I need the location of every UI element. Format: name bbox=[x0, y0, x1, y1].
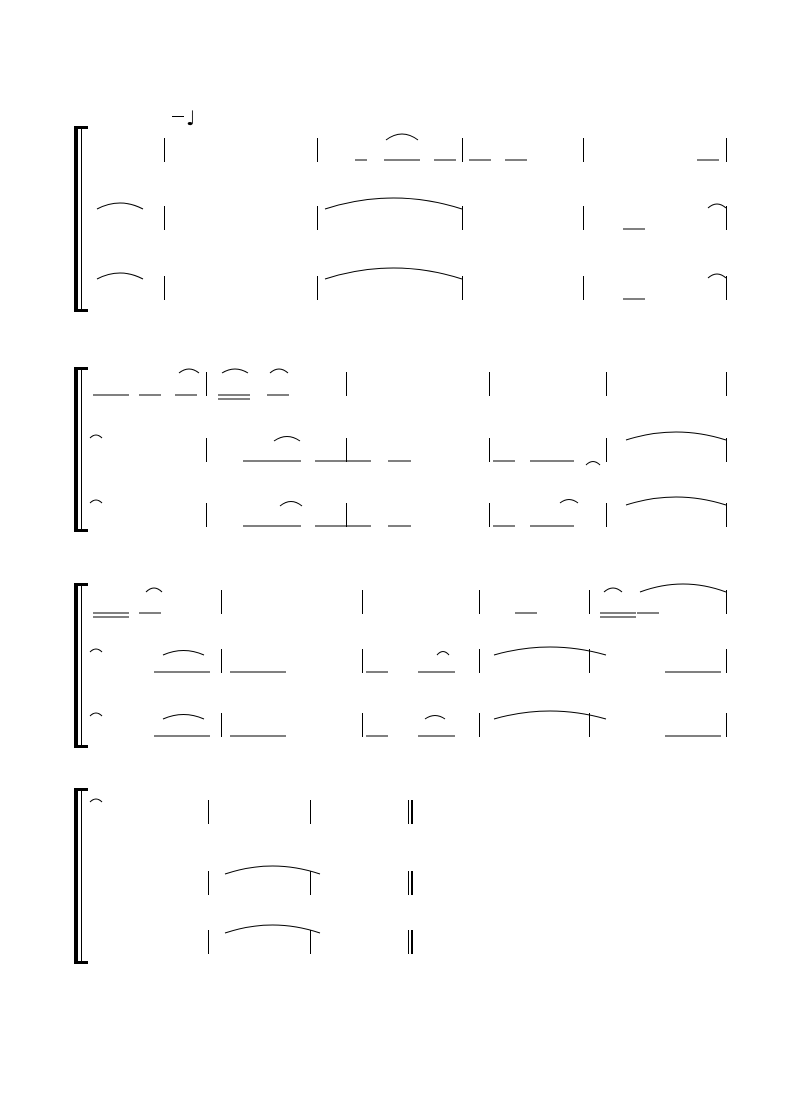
tie bbox=[494, 711, 606, 719]
tie bbox=[97, 273, 143, 279]
tie bbox=[640, 584, 726, 592]
tie bbox=[325, 268, 462, 279]
slur bbox=[90, 799, 102, 802]
tie bbox=[97, 203, 143, 209]
slur bbox=[708, 274, 726, 278]
slur bbox=[163, 715, 204, 720]
slur bbox=[604, 588, 622, 592]
tie bbox=[225, 866, 320, 874]
slur bbox=[90, 500, 102, 503]
tie bbox=[325, 198, 462, 209]
slur bbox=[146, 588, 162, 592]
slur bbox=[280, 502, 302, 507]
tie bbox=[225, 925, 320, 933]
slur bbox=[386, 134, 418, 140]
slur bbox=[222, 369, 248, 373]
slur bbox=[425, 716, 445, 720]
slur bbox=[179, 369, 199, 373]
slur bbox=[437, 652, 449, 656]
slur bbox=[270, 369, 288, 373]
tie bbox=[494, 647, 606, 655]
slur bbox=[90, 713, 102, 716]
quarter-note-icon: ♩ bbox=[186, 106, 196, 130]
tie bbox=[626, 497, 726, 505]
slur bbox=[90, 435, 102, 438]
tie bbox=[626, 432, 726, 440]
slur bbox=[274, 437, 300, 442]
slur bbox=[708, 204, 726, 208]
slur bbox=[90, 649, 102, 652]
slur bbox=[560, 500, 578, 504]
slur bbox=[586, 462, 600, 466]
slur bbox=[163, 651, 204, 656]
